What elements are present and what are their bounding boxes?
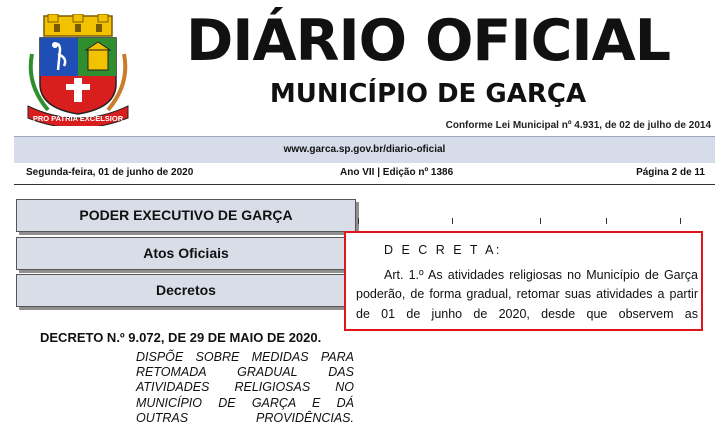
newspaper-title: DIÁRIO OFICIAL [185,8,671,74]
clipped-text-remnant [344,214,703,230]
decree-ementa: DISPÕE SOBRE MEDIDAS PARA RETOMADA GRADUAL DAS ATIVIDADES RELIGIOSAS NO MUNICÍPIO DE GARÇA E DÁ OUTRAS PROVIDÊNCIAS. [136,350,354,425]
issue-edition: Ano VII | Edição nº 1386 [340,167,454,178]
url-bar [14,136,715,163]
law-reference: Conforme Lei Municipal nº 4.931, de 02 de julho de 2014 [445,120,711,131]
issue-info-bar [14,162,715,185]
section-official-acts: Atos Oficiais [16,237,356,270]
section-executive: PODER EXECUTIVO DE GARÇA [16,199,356,232]
site-link[interactable]: www.garca.sp.gov.br/diario-oficial [283,144,446,155]
article-1-text: Art. 1.º As atividades religiosas no Município de Garça poderão, de forma gradual, retomar suas atividades a partir de 01 de junho de 2020, desde que observem as [356,268,698,321]
page-number: Página 2 de 11 [636,167,705,178]
municipal-crest-icon [24,14,132,126]
decree-title: DECRETO N.º 9.072, DE 29 DE MAIO DE 2020. [40,330,322,345]
crest-motto: PRO PATRIA EXCELSIOR [32,114,124,123]
issue-date: Segunda-feira, 01 de junho de 2020 [26,167,194,178]
section-decrees: Decretos [16,274,356,307]
municipality-name: MUNICÍPIO DE GARÇA [269,79,587,109]
decreta-heading: D E C R E T A: [384,243,502,257]
highlighted-excerpt [344,231,703,331]
